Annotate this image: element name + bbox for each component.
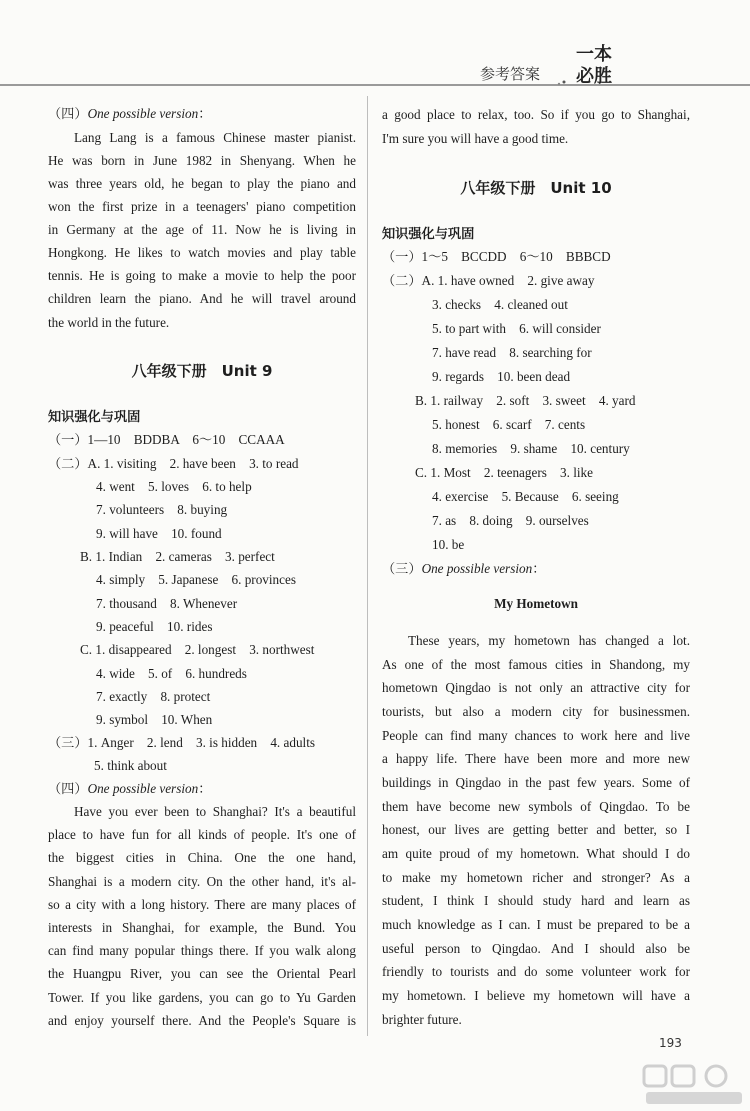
answer-line: 8. memories 9. shame 10. century [432,441,630,456]
essay-line: a happy life. There have been more and more new [382,751,690,766]
answer-line: 4. simply 5. Japanese 6. provinces [96,572,296,587]
answer-line: 7. thousand 8. Whenever [96,596,238,611]
essay-line: tourists, but also a modern city for businessmen. [382,704,690,719]
para2-line: so a city with a long history. There are many places of [48,897,356,912]
answer-line: 9. symbol 10. When [96,712,213,727]
essay-line: People can find many chances to work here and live [382,728,690,743]
essay-line: my hometown. I believe my hometown will have a [382,988,690,1003]
svg-text:一本: 一本 [576,44,612,65]
answer-line: B. 1. Indian 2. cameras 3. perfect [80,549,275,564]
para1-line: tennis. He is going to make a movie to help the poor [48,268,356,283]
answer-line: （一）1～5 BCCDD 6～10 BBBCD [382,249,611,264]
para1-line: He was born in June 1982 in Shenyang. When he [48,153,356,168]
answer-line: C. 1. Most 2. teenagers 3. like [415,465,594,480]
para2-line: interests in Shanghai, for example, the Bund. You [48,920,356,935]
answer-line: 10. be [432,537,465,552]
answer-line: 4. exercise 5. Because 6. seeing [432,489,619,504]
section-4-label: （四）One possible version： [48,106,212,121]
answer-line: 7. have read 8. searching for [432,345,592,360]
essay-line: honest, our lives are getting better and better, so I [382,822,690,837]
column-divider [367,96,368,1036]
answer-line: B. 1. railway 2. soft 3. sweet 4. yard [415,393,636,408]
answer-line: （二）A. 1. have owned 2. give away [382,273,595,288]
answer-line: 7. volunteers 8. buying [96,502,228,517]
essay-line: These years, my hometown has changed a lot. [408,633,690,648]
answer-line: 4. wide 5. of 6. hundreds [96,666,247,681]
answer-line: 9. regards 10. been dead [432,369,571,384]
essay-line: them have become new symbols of Qingdao. To be [382,799,690,814]
para2-line: and enjoy yourself there. And the People's Square is [48,1013,356,1028]
answer-line: 5. honest 6. scarf 7. cents [432,417,586,432]
unit9-heading: 八年级下册 Unit 9 [131,362,273,380]
cont-line: I'm sure you will have a good time. [382,131,569,146]
cont-line: a good place to relax, too. So if you go to Shanghai, [382,107,690,122]
answer-line: 3. checks 4. cleaned out [432,297,568,312]
essay-line: brighter future. [382,1012,462,1027]
essay-title: My Hometown [494,596,578,611]
para2-line: Tower. If you like gardens, you can go to Yu Garden [48,990,356,1005]
answer-line: 5. think about [94,758,167,773]
essay-line: useful person to Qingdao. And I should also be [382,941,690,956]
essay-line: much knowledge as I can. I must be prepared to be a [382,917,690,932]
para2-line: Shanghai is a modern city. On the other hand, it's al- [48,874,356,889]
header-label: 参考答案 [480,65,541,83]
header-rule [0,84,750,86]
essay-line: student, I think I should study hard and learn as [382,893,690,908]
para1-line: the world in the future. [48,315,170,330]
section-3-label: （三）One possible version： [382,561,546,576]
answer-line: C. 1. disappeared 2. longest 3. northwest [80,642,315,657]
essay-line: to make my hometown richer and stronger? As a [382,870,690,885]
unit10-subheading: 知识强化与巩固 [382,227,475,242]
answer-line: 9. peaceful 10. rides [96,619,213,634]
answer-line: （二）A. 1. visiting 2. have been 3. to read [48,456,299,471]
essay-line: friendly to tourists and do some volunteer work for [382,964,690,979]
answer-line: 4. went 5. loves 6. to help [96,479,252,494]
answer-line: （一）1—10 BDDBA 6～10 CCAAA [48,432,285,447]
para2-line: can find many popular things there. If you walk along [48,943,356,958]
essay-line: buildings in Qingdao in the past few years. Some of [382,775,690,790]
watermark-logo [640,1062,750,1108]
answer-line: 7. as 8. doing 9. ourselves [432,513,589,528]
unit9-subheading: 知识强化与巩固 [48,410,141,425]
para2-line: Have you ever been to Shanghai? It's a beautiful [74,804,356,819]
para1-line: Hongkong. He likes to watch movies and play table [48,245,356,260]
answer-line: 9. will have 10. found [96,526,222,541]
svg-text:必胜: 必胜 [576,66,612,87]
para1-line: Lang Lang is a famous Chinese master pianist. [74,130,356,145]
unit10-heading: 八年级下册 Unit 10 [460,179,612,197]
essay-line: am quite proud of my hometown. What should I do [382,846,690,861]
para1-line: was three years old, he began to play the piano and [48,176,356,191]
answer-line: 5. to part with 6. will consider [432,321,601,336]
essay-line: As one of the most famous cities in Shandong, my [382,657,690,672]
para2-line: place to have fun for all kinds of people. It's one of [48,827,356,842]
answer-line: （三）1. Anger 2. lend 3. is hidden 4. adults [48,735,316,750]
brand-logo [556,40,632,88]
para1-line: children learn the piano. And he will travel around [48,291,356,306]
section-4b-label: （四）One possible version： [48,781,212,796]
essay-line: hometown Qingdao is not only an attractive city for [382,680,690,695]
para2-line: the biggest cities in China. One the one hand, [48,850,356,865]
para1-line: in Germany at the age of 11. Now he is living in [48,222,356,237]
para2-line: the Huangpu River, you can see the Oriental Pearl [48,966,356,981]
answer-line: 7. exactly 8. protect [96,689,211,704]
page-number: 193 [659,1036,682,1050]
para1-line: won the first prize in a teenagers' piano competition [48,199,356,214]
